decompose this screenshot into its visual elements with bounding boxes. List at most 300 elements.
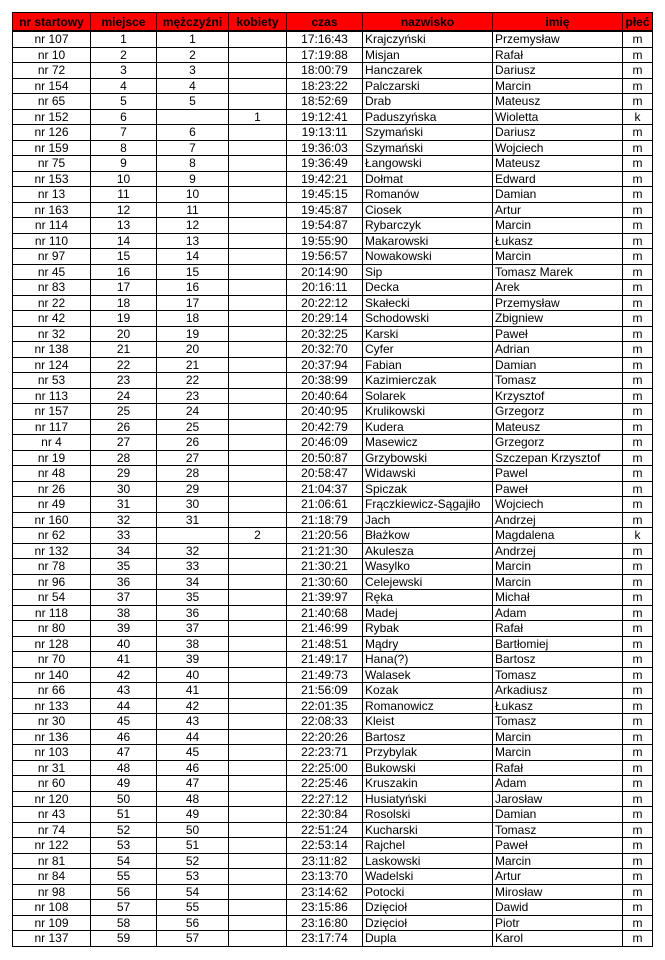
surname-cell: Madej	[363, 605, 493, 621]
start-number-cell: nr 30	[13, 714, 91, 730]
gender-cell: m	[623, 543, 653, 559]
place-cell: 24	[91, 388, 157, 404]
surname-cell: Dołmat	[363, 171, 493, 187]
men-place-cell: 28	[157, 466, 229, 482]
table-row	[13, 559, 653, 575]
results-sheet	[12, 12, 653, 947]
place-cell: 23	[91, 373, 157, 389]
gender-cell: m	[623, 280, 653, 296]
start-number-cell: nr 159	[13, 140, 91, 156]
first-name-cell: Damian	[493, 807, 623, 823]
time-cell: 20:32:25	[287, 326, 363, 342]
place-cell: 27	[91, 435, 157, 451]
women-place-cell	[229, 915, 287, 931]
surname-cell: Dzięcioł	[363, 915, 493, 931]
table-row	[13, 63, 653, 79]
time-cell: 23:16:80	[287, 915, 363, 931]
header-row	[13, 13, 653, 32]
men-place-cell: 56	[157, 915, 229, 931]
men-place-cell: 14	[157, 249, 229, 265]
men-place-cell: 36	[157, 605, 229, 621]
table-row	[13, 78, 653, 94]
place-cell: 22	[91, 357, 157, 373]
surname-cell: Szymański	[363, 125, 493, 141]
time-cell: 22:20:26	[287, 729, 363, 745]
women-place-cell	[229, 388, 287, 404]
place-cell: 37	[91, 590, 157, 606]
gender-cell: m	[623, 233, 653, 249]
time-cell: 20:42:79	[287, 419, 363, 435]
men-place-cell: 13	[157, 233, 229, 249]
surname-cell: Kazimierczak	[363, 373, 493, 389]
women-place-cell	[229, 822, 287, 838]
start-number-cell: nr 108	[13, 900, 91, 916]
surname-cell: Kudera	[363, 419, 493, 435]
men-place-cell: 37	[157, 621, 229, 637]
women-place-cell	[229, 295, 287, 311]
place-cell: 29	[91, 466, 157, 482]
place-cell: 55	[91, 869, 157, 885]
first-name-cell: Łukasz	[493, 233, 623, 249]
time-cell: 19:36:03	[287, 140, 363, 156]
table-row	[13, 202, 653, 218]
table-row	[13, 497, 653, 513]
surname-cell: Ciosek	[363, 202, 493, 218]
time-cell: 21:56:09	[287, 683, 363, 699]
time-cell: 20:32:70	[287, 342, 363, 358]
time-cell: 18:52:69	[287, 94, 363, 110]
surname-cell: Skałecki	[363, 295, 493, 311]
place-cell: 33	[91, 528, 157, 544]
place-cell: 7	[91, 125, 157, 141]
table-row	[13, 667, 653, 683]
place-cell: 2	[91, 47, 157, 63]
men-place-cell	[157, 109, 229, 125]
surname-cell: Rosolski	[363, 807, 493, 823]
women-place-cell	[229, 202, 287, 218]
men-place-cell: 44	[157, 729, 229, 745]
first-name-cell: Michał	[493, 590, 623, 606]
men-place-cell: 48	[157, 791, 229, 807]
gender-cell: m	[623, 636, 653, 652]
table-row	[13, 357, 653, 373]
first-name-cell: Szczepan Krzysztof	[493, 450, 623, 466]
place-cell: 38	[91, 605, 157, 621]
gender-cell: m	[623, 497, 653, 513]
start-number-cell: nr 75	[13, 156, 91, 172]
women-place-cell: 1	[229, 109, 287, 125]
table-row	[13, 187, 653, 203]
surname-cell: Karski	[363, 326, 493, 342]
first-name-cell: Jarosław	[493, 791, 623, 807]
gender-cell: m	[623, 791, 653, 807]
place-cell: 48	[91, 760, 157, 776]
men-place-cell: 4	[157, 78, 229, 94]
table-row	[13, 698, 653, 714]
men-place-cell: 57	[157, 931, 229, 947]
start-number-cell: nr 54	[13, 590, 91, 606]
time-cell: 19:45:87	[287, 202, 363, 218]
first-name-cell: Andrzej	[493, 543, 623, 559]
first-name-cell: Arek	[493, 280, 623, 296]
place-cell: 39	[91, 621, 157, 637]
start-number-cell: nr 10	[13, 47, 91, 63]
table-row	[13, 512, 653, 528]
gender-cell: m	[623, 94, 653, 110]
place-cell: 53	[91, 838, 157, 854]
table-row	[13, 388, 653, 404]
women-place-cell	[229, 931, 287, 947]
place-cell: 12	[91, 202, 157, 218]
men-place-cell: 15	[157, 264, 229, 280]
men-place-cell: 17	[157, 295, 229, 311]
gender-cell: m	[623, 47, 653, 63]
header-first-name: imię	[493, 13, 623, 32]
start-number-cell: nr 80	[13, 621, 91, 637]
women-place-cell	[229, 125, 287, 141]
men-place-cell: 11	[157, 202, 229, 218]
table-row	[13, 481, 653, 497]
surname-cell: Romanów	[363, 187, 493, 203]
first-name-cell: Dariusz	[493, 125, 623, 141]
men-place-cell: 41	[157, 683, 229, 699]
start-number-cell: nr 98	[13, 884, 91, 900]
surname-cell: Husiatyński	[363, 791, 493, 807]
place-cell: 41	[91, 652, 157, 668]
time-cell: 23:11:82	[287, 853, 363, 869]
gender-cell: m	[623, 915, 653, 931]
place-cell: 5	[91, 94, 157, 110]
gender-cell: m	[623, 853, 653, 869]
women-place-cell	[229, 450, 287, 466]
place-cell: 46	[91, 729, 157, 745]
table-row	[13, 652, 653, 668]
time-cell: 21:04:37	[287, 481, 363, 497]
first-name-cell: Marcin	[493, 853, 623, 869]
first-name-cell: Tomasz	[493, 714, 623, 730]
surname-cell: Romanowicz	[363, 698, 493, 714]
women-place-cell	[229, 419, 287, 435]
men-place-cell: 51	[157, 838, 229, 854]
gender-cell: m	[623, 590, 653, 606]
time-cell: 19:56:57	[287, 249, 363, 265]
men-place-cell: 32	[157, 543, 229, 559]
gender-cell: m	[623, 373, 653, 389]
table-row	[13, 140, 653, 156]
time-cell: 22:08:33	[287, 714, 363, 730]
time-cell: 19:12:41	[287, 109, 363, 125]
men-place-cell: 2	[157, 47, 229, 63]
first-name-cell: Edward	[493, 171, 623, 187]
men-place-cell: 35	[157, 590, 229, 606]
table-row	[13, 264, 653, 280]
first-name-cell: Paweł	[493, 326, 623, 342]
table-row	[13, 109, 653, 125]
table-row	[13, 853, 653, 869]
place-cell: 14	[91, 233, 157, 249]
time-cell: 19:45:15	[287, 187, 363, 203]
women-place-cell	[229, 357, 287, 373]
first-name-cell: Łukasz	[493, 698, 623, 714]
start-number-cell: nr 48	[13, 466, 91, 482]
first-name-cell: Marcin	[493, 574, 623, 590]
women-place-cell	[229, 94, 287, 110]
table-row	[13, 249, 653, 265]
women-place-cell	[229, 249, 287, 265]
place-cell: 11	[91, 187, 157, 203]
gender-cell: m	[623, 760, 653, 776]
table-row	[13, 125, 653, 141]
time-cell: 18:00:79	[287, 63, 363, 79]
first-name-cell: Tomasz	[493, 373, 623, 389]
first-name-cell: Adam	[493, 776, 623, 792]
table-row	[13, 807, 653, 823]
table-row	[13, 311, 653, 327]
time-cell: 23:15:86	[287, 900, 363, 916]
place-cell: 51	[91, 807, 157, 823]
table-row	[13, 233, 653, 249]
time-cell: 22:01:35	[287, 698, 363, 714]
gender-cell: m	[623, 156, 653, 172]
start-number-cell: nr 118	[13, 605, 91, 621]
time-cell: 20:58:47	[287, 466, 363, 482]
time-cell: 17:16:43	[287, 31, 363, 47]
table-row	[13, 621, 653, 637]
women-place-cell	[229, 435, 287, 451]
gender-cell: m	[623, 621, 653, 637]
gender-cell: m	[623, 140, 653, 156]
women-place-cell	[229, 543, 287, 559]
start-number-cell: nr 70	[13, 652, 91, 668]
place-cell: 50	[91, 791, 157, 807]
time-cell: 21:46:99	[287, 621, 363, 637]
table-row	[13, 218, 653, 234]
surname-cell: Paduszyńska	[363, 109, 493, 125]
table-row	[13, 156, 653, 172]
surname-cell: Schodowski	[363, 311, 493, 327]
table-row	[13, 714, 653, 730]
place-cell: 6	[91, 109, 157, 125]
gender-cell: m	[623, 295, 653, 311]
time-cell: 21:21:30	[287, 543, 363, 559]
men-place-cell: 18	[157, 311, 229, 327]
women-place-cell	[229, 233, 287, 249]
men-place-cell: 24	[157, 404, 229, 420]
header-surname: nazwisko	[363, 13, 493, 32]
gender-cell: m	[623, 435, 653, 451]
place-cell: 10	[91, 171, 157, 187]
table-row	[13, 450, 653, 466]
time-cell: 20:40:64	[287, 388, 363, 404]
surname-cell: Widawski	[363, 466, 493, 482]
surname-cell: Walasek	[363, 667, 493, 683]
surname-cell: Cyfer	[363, 342, 493, 358]
men-place-cell: 5	[157, 94, 229, 110]
gender-cell: m	[623, 326, 653, 342]
first-name-cell: Rafał	[493, 621, 623, 637]
gender-cell: m	[623, 900, 653, 916]
surname-cell: Kruszakin	[363, 776, 493, 792]
gender-cell: m	[623, 125, 653, 141]
first-name-cell: Grzegorz	[493, 435, 623, 451]
table-row	[13, 760, 653, 776]
place-cell: 40	[91, 636, 157, 652]
men-place-cell: 3	[157, 63, 229, 79]
women-place-cell	[229, 512, 287, 528]
time-cell: 20:38:99	[287, 373, 363, 389]
time-cell: 22:25:46	[287, 776, 363, 792]
table-row	[13, 884, 653, 900]
surname-cell: Grzybowski	[363, 450, 493, 466]
gender-cell: m	[623, 512, 653, 528]
gender-cell: m	[623, 884, 653, 900]
women-place-cell	[229, 621, 287, 637]
table-row	[13, 94, 653, 110]
women-place-cell	[229, 264, 287, 280]
start-number-cell: nr 19	[13, 450, 91, 466]
first-name-cell: Marcin	[493, 559, 623, 575]
table-row	[13, 466, 653, 482]
place-cell: 21	[91, 342, 157, 358]
start-number-cell: nr 74	[13, 822, 91, 838]
table-row	[13, 326, 653, 342]
women-place-cell	[229, 574, 287, 590]
time-cell: 22:27:12	[287, 791, 363, 807]
surname-cell: Bukowski	[363, 760, 493, 776]
gender-cell: m	[623, 807, 653, 823]
men-place-cell: 16	[157, 280, 229, 296]
start-number-cell: nr 66	[13, 683, 91, 699]
men-place-cell: 34	[157, 574, 229, 590]
men-place-cell: 52	[157, 853, 229, 869]
first-name-cell: Andrzej	[493, 512, 623, 528]
time-cell: 22:30:84	[287, 807, 363, 823]
start-number-cell: nr 4	[13, 435, 91, 451]
surname-cell: Spiczak	[363, 481, 493, 497]
first-name-cell: Tomasz Marek	[493, 264, 623, 280]
men-place-cell: 40	[157, 667, 229, 683]
first-name-cell: Mateusz	[493, 419, 623, 435]
surname-cell: Kucharski	[363, 822, 493, 838]
men-place-cell: 53	[157, 869, 229, 885]
gender-cell: k	[623, 109, 653, 125]
first-name-cell: Tomasz	[493, 822, 623, 838]
surname-cell: Wadelski	[363, 869, 493, 885]
women-place-cell	[229, 63, 287, 79]
surname-cell: Solarek	[363, 388, 493, 404]
table-row	[13, 404, 653, 420]
first-name-cell: Marcin	[493, 218, 623, 234]
time-cell: 17:19:88	[287, 47, 363, 63]
first-name-cell: Marcin	[493, 78, 623, 94]
surname-cell: Krajczyński	[363, 31, 493, 47]
men-place-cell: 49	[157, 807, 229, 823]
place-cell: 26	[91, 419, 157, 435]
women-place-cell	[229, 683, 287, 699]
men-place-cell: 22	[157, 373, 229, 389]
table-row	[13, 605, 653, 621]
surname-cell: Wasylko	[363, 559, 493, 575]
gender-cell: m	[623, 822, 653, 838]
first-name-cell: Piotr	[493, 915, 623, 931]
first-name-cell: Mirosław	[493, 884, 623, 900]
women-place-cell	[229, 78, 287, 94]
time-cell: 23:14:62	[287, 884, 363, 900]
start-number-cell: nr 152	[13, 109, 91, 125]
start-number-cell: nr 42	[13, 311, 91, 327]
place-cell: 1	[91, 31, 157, 47]
first-name-cell: Zbigniew	[493, 311, 623, 327]
women-place-cell	[229, 714, 287, 730]
start-number-cell: nr 72	[13, 63, 91, 79]
header-start-number: nr startowy	[13, 13, 91, 32]
start-number-cell: nr 78	[13, 559, 91, 575]
women-place-cell	[229, 807, 287, 823]
surname-cell: Przybylak	[363, 745, 493, 761]
men-place-cell: 31	[157, 512, 229, 528]
table-row	[13, 745, 653, 761]
gender-cell: m	[623, 931, 653, 947]
start-number-cell: nr 53	[13, 373, 91, 389]
place-cell: 28	[91, 450, 157, 466]
gender-cell: m	[623, 481, 653, 497]
gender-cell: m	[623, 187, 653, 203]
start-number-cell: nr 138	[13, 342, 91, 358]
start-number-cell: nr 114	[13, 218, 91, 234]
gender-cell: m	[623, 652, 653, 668]
surname-cell: Drab	[363, 94, 493, 110]
men-place-cell: 19	[157, 326, 229, 342]
women-place-cell	[229, 853, 287, 869]
table-row	[13, 900, 653, 916]
table-row	[13, 590, 653, 606]
first-name-cell: Arkadiusz	[493, 683, 623, 699]
gender-cell: m	[623, 698, 653, 714]
time-cell: 18:23:22	[287, 78, 363, 94]
gender-cell: m	[623, 63, 653, 79]
surname-cell: Dupla	[363, 931, 493, 947]
place-cell: 34	[91, 543, 157, 559]
surname-cell: Dzięcioł	[363, 900, 493, 916]
place-cell: 18	[91, 295, 157, 311]
men-place-cell: 30	[157, 497, 229, 513]
first-name-cell: Mateusz	[493, 94, 623, 110]
first-name-cell: Wojciech	[493, 497, 623, 513]
time-cell: 23:13:70	[287, 869, 363, 885]
start-number-cell: nr 124	[13, 357, 91, 373]
place-cell: 15	[91, 249, 157, 265]
gender-cell: m	[623, 869, 653, 885]
start-number-cell: nr 128	[13, 636, 91, 652]
surname-cell: Szymański	[363, 140, 493, 156]
place-cell: 8	[91, 140, 157, 156]
time-cell: 21:39:97	[287, 590, 363, 606]
place-cell: 32	[91, 512, 157, 528]
results-table	[12, 12, 653, 947]
women-place-cell	[229, 884, 287, 900]
men-place-cell: 50	[157, 822, 229, 838]
surname-cell: Mądry	[363, 636, 493, 652]
gender-cell: m	[623, 249, 653, 265]
time-cell: 21:20:56	[287, 528, 363, 544]
time-cell: 20:16:11	[287, 280, 363, 296]
table-row	[13, 822, 653, 838]
women-place-cell	[229, 776, 287, 792]
table-row	[13, 528, 653, 544]
women-place-cell	[229, 760, 287, 776]
place-cell: 17	[91, 280, 157, 296]
header-place: miejsce	[91, 13, 157, 32]
